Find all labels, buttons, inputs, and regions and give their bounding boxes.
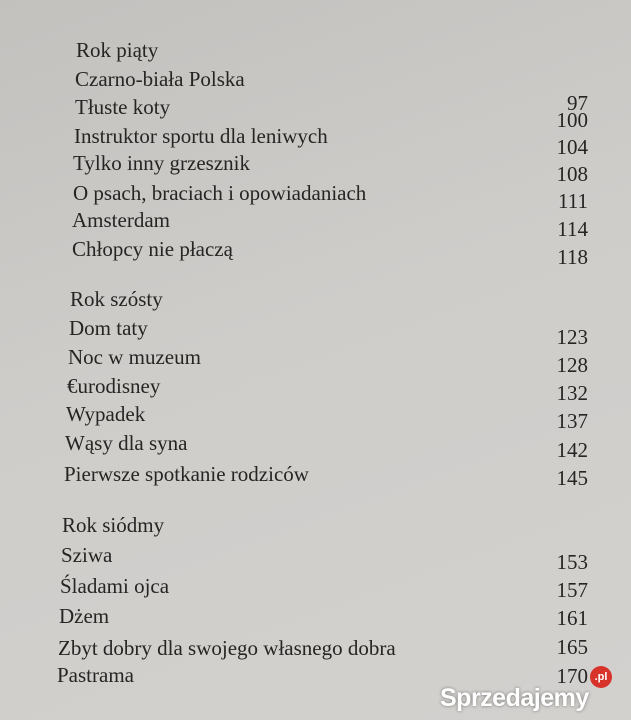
watermark-badge: .pl [590, 666, 612, 688]
toc-entry-title: Pierwsze spotkanie rodziców [64, 462, 309, 486]
toc-entry-page: 114 [557, 217, 588, 241]
section-heading: Rok szósty [70, 287, 163, 311]
toc-entry-page: 145 [556, 466, 588, 490]
toc-entry-page: 170 [556, 664, 588, 688]
toc-entry-page: 165 [556, 635, 588, 659]
toc-entry-page: 137 [556, 409, 588, 433]
toc-entry-page: 123 [556, 325, 588, 349]
toc-entry-title: Noc w muzeum [68, 345, 201, 369]
toc-entry-title: O psach, braciach i opowiadaniach [73, 181, 367, 205]
toc-entry-page: 161 [556, 606, 588, 630]
toc-entry-title: Zbyt dobry dla swojego własnego dobra [58, 636, 396, 660]
toc-entry-title: Instruktor sportu dla leniwych [74, 124, 328, 148]
toc-entry-title: €urodisney [67, 374, 161, 398]
toc-entry-title: Tłuste koty [75, 95, 171, 119]
toc-entry-page: 142 [556, 438, 588, 462]
section-heading: Rok siódmy [62, 513, 165, 537]
toc-entry-page: 111 [558, 189, 588, 213]
toc-entry-page: 128 [556, 353, 588, 377]
toc-entry-title: Pastrama [57, 663, 134, 687]
toc-entry-title: Amsterdam [72, 208, 170, 232]
toc-entry-page: 132 [556, 381, 588, 405]
toc-entry-page: 104 [556, 135, 588, 159]
toc-entry-title: Dom taty [69, 316, 148, 340]
section-heading: Rok piąty [76, 38, 159, 62]
toc-entry-title: Chłopcy nie płaczą [72, 237, 233, 261]
toc-entry-title: Wypadek [66, 402, 146, 426]
toc-entry-page: 118 [557, 245, 588, 269]
toc-entry-page: 97 [567, 91, 588, 115]
toc-entry-title: Tylko inny grzesznik [73, 151, 250, 175]
toc-entry-title: Śladami ojca [60, 574, 170, 598]
toc-entry-title: Czarno-biała Polska [75, 67, 245, 91]
toc-entry-page: 157 [556, 578, 588, 602]
toc-entry-page: 108 [556, 162, 588, 186]
toc-entry-title: Wąsy dla syna [65, 431, 188, 455]
toc-entry-title: Sziwa [61, 543, 113, 567]
watermark-logo: Sprzedajemy [440, 684, 589, 712]
toc-entry-title: Dżem [59, 604, 110, 628]
toc-entry-page: 153 [556, 550, 588, 574]
toc-entry-page: 100 [556, 108, 588, 132]
